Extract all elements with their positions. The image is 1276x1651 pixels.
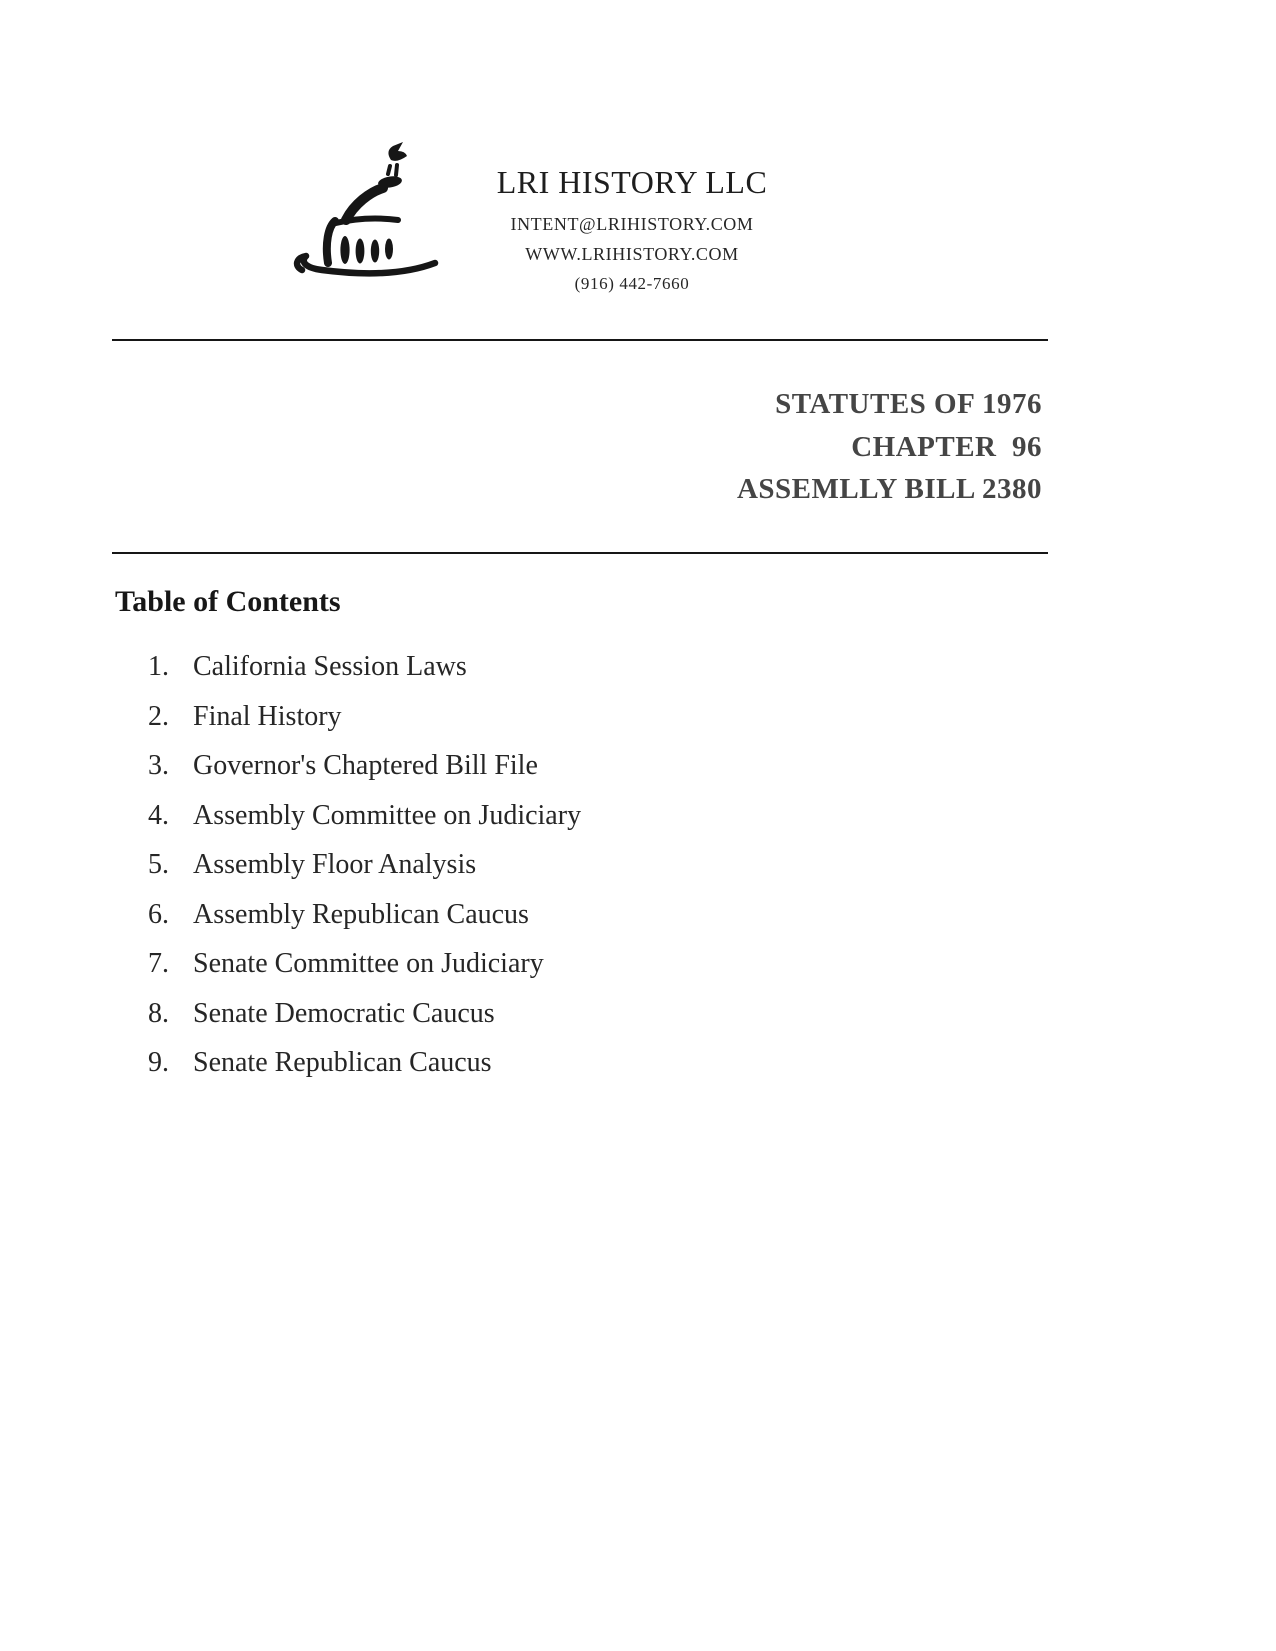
divider-rule-bottom <box>112 552 1048 554</box>
toc-item-label: Governor's Chaptered Bill File <box>193 750 538 781</box>
statutes-title-block <box>737 383 1042 511</box>
assembly-bill-line: ASSEMLLY BILL 2380 <box>736 473 1042 505</box>
toc-item-number: 3. <box>148 750 169 781</box>
contact-block <box>457 209 807 299</box>
toc-item-label: Final History <box>193 700 342 732</box>
toc-item-number: 1. <box>148 651 169 682</box>
toc-item-label: California Session Laws <box>193 651 467 682</box>
toc-item-label: Assembly Committee on Judiciary <box>193 799 582 831</box>
company-name: LRI HISTORY LLC <box>496 164 768 200</box>
company-phone: (916) 442-7660 <box>574 274 690 293</box>
toc-item-number: 5. <box>148 849 169 880</box>
toc-list <box>148 642 581 1088</box>
toc-item-number: 2. <box>148 700 169 732</box>
capitol-dome-icon <box>290 120 442 282</box>
divider-rule-top <box>112 339 1048 341</box>
toc-item-label: Assembly Floor Analysis <box>193 849 477 880</box>
statutes-line: STATUTES OF 1976 <box>775 388 1042 420</box>
toc-item-number: 6. <box>148 898 169 930</box>
company-email: INTENT@LRIHISTORY.COM <box>510 214 754 234</box>
toc-item-label: Assembly Republican Caucus <box>193 898 529 930</box>
toc-item <box>148 791 581 841</box>
toc-title: Table of Contents <box>115 585 341 618</box>
toc-item <box>148 642 581 692</box>
toc-item <box>148 840 581 890</box>
toc-item-label: Senate Democratic Caucus <box>193 997 495 1029</box>
company-website: WWW.LRIHISTORY.COM <box>525 244 739 264</box>
toc-item-label: Senate Republican Caucus <box>193 1047 492 1078</box>
toc-item <box>148 741 581 791</box>
toc-item-number: 8. <box>148 997 169 1029</box>
toc-item-label: Senate Committee on Judiciary <box>193 948 544 979</box>
toc-item-number: 7. <box>148 948 169 979</box>
toc-item <box>148 989 581 1039</box>
toc-item-number: 4. <box>148 799 169 831</box>
toc-item <box>148 939 581 989</box>
toc-item <box>148 890 581 940</box>
chapter-line: CHAPTER 96 <box>851 430 1042 463</box>
toc-item <box>148 692 581 742</box>
toc-item-number: 9. <box>148 1047 169 1078</box>
toc-item <box>148 1038 581 1088</box>
